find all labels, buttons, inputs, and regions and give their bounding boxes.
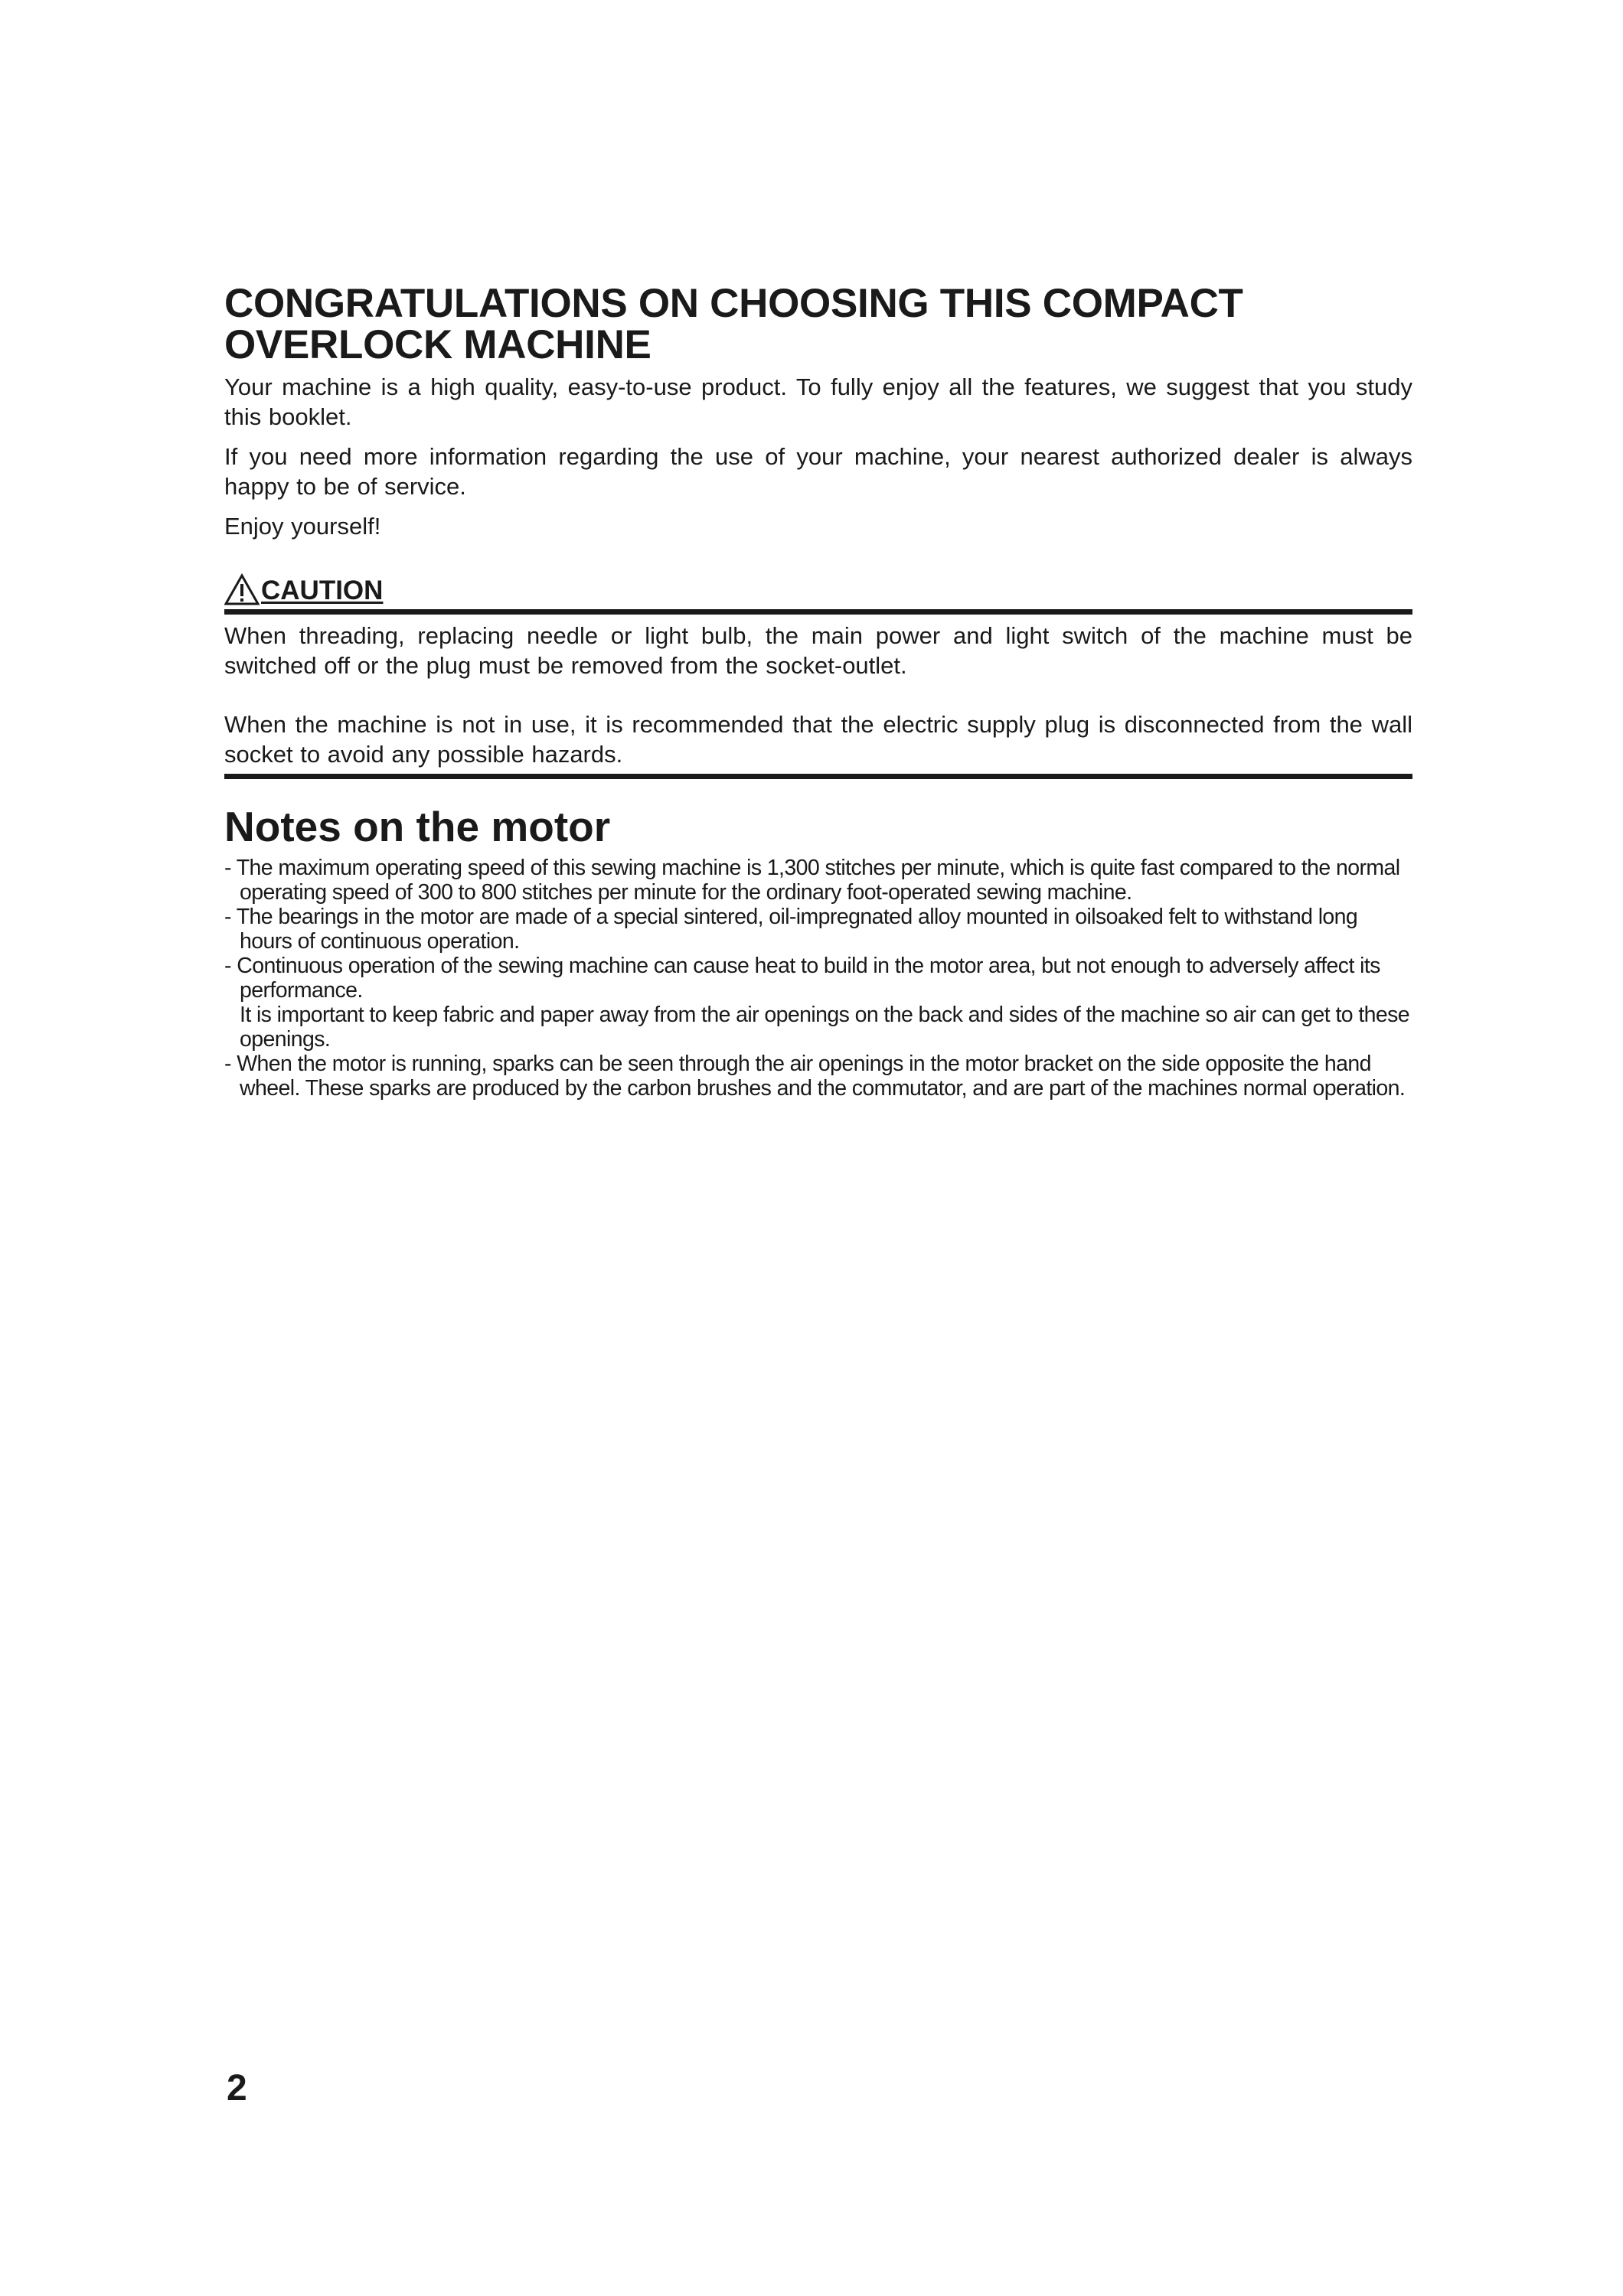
list-item <box>224 905 1412 954</box>
list-item <box>224 856 1412 905</box>
caution-paragraph-1: When threading, replacing needle or light bulb, the main power and light switch of the machine must be switched off or the plug must be removed from the socket-outlet. <box>224 622 1412 679</box>
page-content <box>224 283 1412 1101</box>
list-item <box>224 954 1412 1052</box>
notes-list <box>224 856 1412 1101</box>
list-item-text: - When the motor is running, sparks can be seen through the air openings in the motor bracket on the side opposite the hand wheel. These sparks are produced by the carbon brushes and the commutator, and are part of the machines normal operation. <box>224 1052 1406 1101</box>
list-item <box>224 1052 1412 1101</box>
notes-heading: Notes on the motor <box>224 803 611 850</box>
intro-paragraph-3: Enjoy yourself! <box>224 513 381 540</box>
caution-bottom-rule <box>224 774 1412 779</box>
caution-heading <box>224 570 1412 605</box>
page-title: CONGRATULATIONS ON CHOOSING THIS COMPACT OVERLOCK MACHINE <box>224 281 1243 367</box>
caution-box <box>224 615 1412 774</box>
list-item-continuation: It is important to keep fabric and paper away from the air openings on the back and sides of the machine so air can get to these openings. <box>240 1003 1410 1052</box>
intro-paragraph-1: Your machine is a high quality, easy-to-use product. To fully enjoy all the features, we suggest that you study this booklet. <box>224 373 1412 430</box>
list-item-text: - The maximum operating speed of this sewing machine is 1,300 stitches per minute, which is quite fast compared to the normal operating speed of 300 to 800 stitches per minute for the ordinary foot-operated sewing machine. <box>224 856 1400 905</box>
caution-top-rule <box>224 609 1412 615</box>
page-number: 2 <box>227 2068 247 2108</box>
caution-label: CAUTION <box>261 576 384 605</box>
list-item-text: - The bearings in the motor are made of a special sintered, oil-impregnated alloy mounted in oilsoaked felt to withstand long hours of continuous operation. <box>224 905 1358 954</box>
intro-paragraph-2: If you need more information regarding the use of your machine, your nearest authorized dealer is always happy to be of service. <box>224 443 1412 500</box>
caution-paragraph-2: When the machine is not in use, it is recommended that the electric supply plug is disconnected from the wall socket to avoid any possible hazards. <box>224 711 1412 768</box>
warning-triangle-icon <box>224 573 260 605</box>
list-item-text: - Continuous operation of the sewing machine can cause heat to build in the motor area, but not enough to adversely affect its performance. <box>224 954 1380 1003</box>
